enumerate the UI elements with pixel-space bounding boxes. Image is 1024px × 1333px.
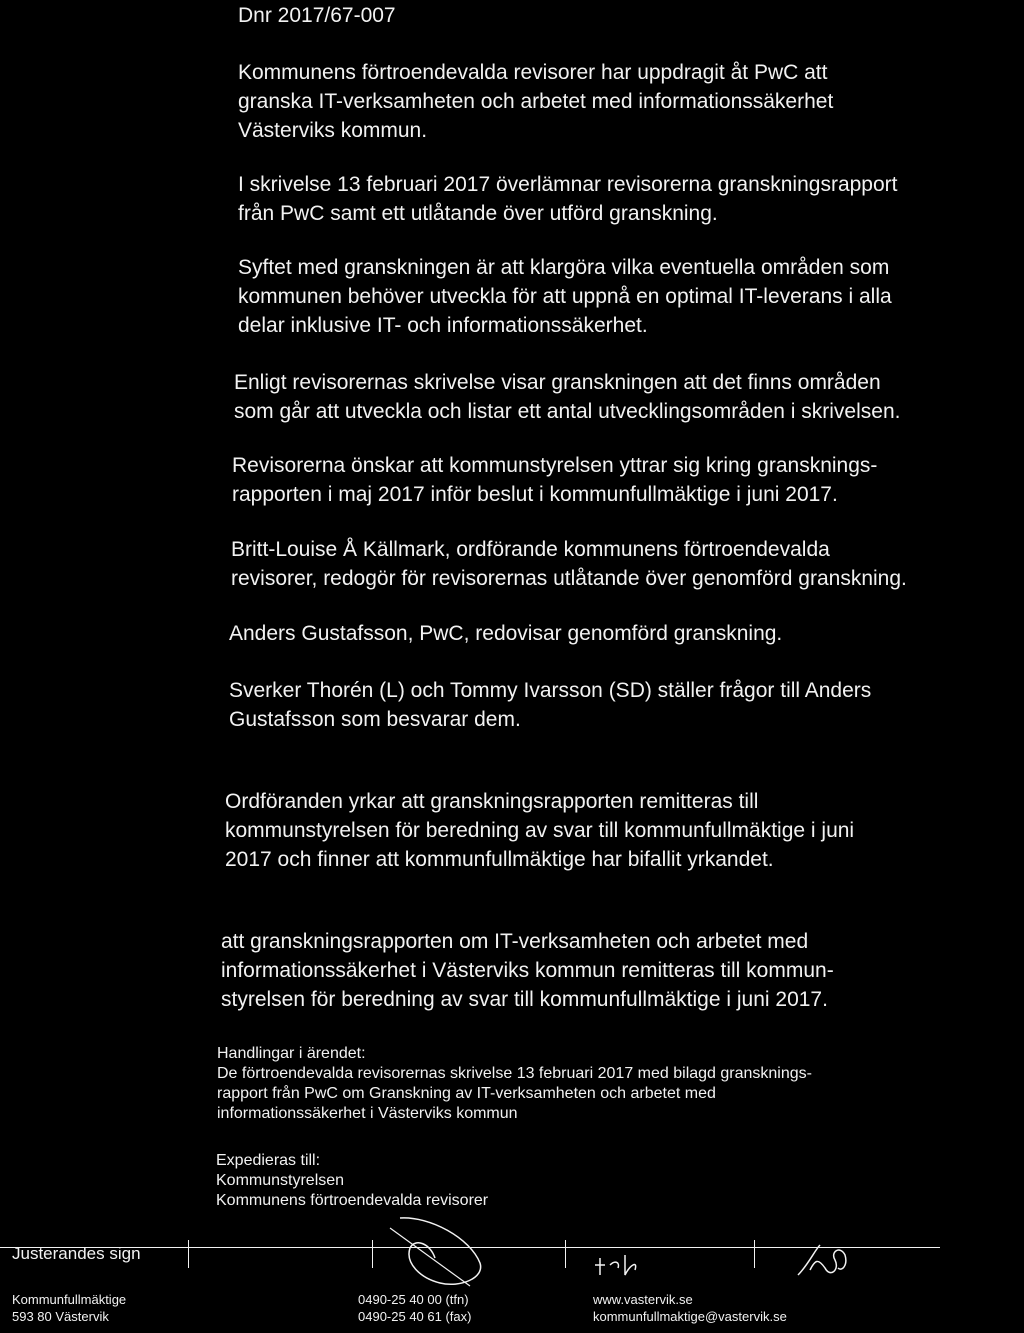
text-line: I skrivelse 13 februari 2017 överlämnar revisorerna granskningsrapport: [238, 173, 898, 196]
documents-line: rapport från PwC om Granskning av IT-verksamheten och arbetet med: [217, 1085, 716, 1102]
distribution-recipient: Kommunens förtroendevalda revisorer: [216, 1192, 489, 1209]
text-line: att granskningsrapporten om IT-verksamheten och arbetet med: [221, 930, 809, 953]
text-line: 2017 och finner att kommunfullmäktige har bifallit yrkandet.: [225, 848, 774, 871]
documents-heading: Handlingar i ärendet:: [217, 1045, 366, 1062]
proposal-paragraph: [225, 787, 854, 874]
signature-3: [790, 1240, 860, 1285]
text-line: Västerviks kommun.: [238, 119, 428, 142]
text-line: delar inklusive IT- och informationssäkerhet.: [238, 314, 648, 337]
text-line: Britt-Louise Å Källmark, ordförande kommunens förtroendevalda: [231, 538, 830, 561]
signature-2: [590, 1250, 660, 1280]
paragraph: [238, 170, 898, 228]
footer-divider: [565, 1240, 566, 1268]
footer-divider: [754, 1240, 755, 1268]
footer-divider: [372, 1240, 373, 1268]
text-line: som går att utveckla och listar ett antal utvecklingsområden i skrivelsen.: [234, 400, 901, 423]
documents-section: [217, 1044, 812, 1124]
email-link[interactable]: kommunfullmaktige@vastervik.se: [593, 1309, 787, 1324]
text-line: Revisorerna önskar att kommunstyrelsen yttrar sig kring gransknings-: [232, 454, 878, 477]
decision-paragraph: [221, 927, 834, 1014]
distribution-recipient: Kommunstyrelsen: [216, 1172, 345, 1189]
footer-phone: [358, 1291, 471, 1325]
text-line: Syftet med granskningen är att klargöra vilka eventuella områden som: [238, 256, 890, 279]
fax-line: 0490-25 40 61 (fax): [358, 1309, 472, 1324]
text-line: informationssäkerhet i Västerviks kommun remitteras till kommun-: [221, 959, 834, 982]
paragraph: [231, 535, 907, 593]
text-line: Sverker Thorén (L) och Tommy Ivarsson (SD) ställer frågor till Anders: [229, 679, 872, 702]
distribution-section: [216, 1151, 488, 1211]
text-line: Kommunens förtroendevalda revisorer har uppdragit åt PwC att: [238, 61, 828, 84]
documents-line: informationssäkerhet i Västerviks kommun: [217, 1105, 518, 1122]
documents-line: De förtroendevalda revisorernas skrivelse 13 februari 2017 med bilagd gransknings-: [217, 1065, 812, 1082]
text-line: styrelsen för beredning av svar till kommunfullmäktige i juni 2017.: [221, 988, 828, 1011]
paragraph: [238, 253, 892, 340]
paragraph: [232, 451, 877, 509]
text-line: Gustafsson som besvarar dem.: [229, 708, 521, 731]
text-line: rapporten i maj 2017 inför beslut i kommunfullmäktige i juni 2017.: [232, 483, 838, 506]
paragraph: [234, 368, 900, 426]
paragraph: [229, 676, 871, 734]
text-line: Anders Gustafsson, PwC, redovisar genomförd granskning.: [229, 622, 783, 645]
signature-1: [380, 1208, 500, 1298]
website-link[interactable]: www.vastervik.se: [593, 1292, 693, 1307]
text-line: kommunstyrelsen för beredning av svar till kommunfullmäktige i juni: [225, 819, 855, 842]
address-line: 593 80 Västervik: [12, 1309, 109, 1324]
paragraph: [238, 58, 833, 145]
text-line: Enligt revisorernas skrivelse visar granskningen att det finns områden: [234, 371, 881, 394]
text-line: kommunen behöver utveckla för att uppnå en optimal IT-leverans i alla: [238, 285, 892, 308]
phone-line: 0490-25 40 00 (tfn): [358, 1292, 469, 1307]
text-line: Ordföranden yrkar att granskningsrapporten remitteras till: [225, 790, 759, 813]
text-line: från PwC samt ett utlåtande över utförd granskning.: [238, 202, 718, 225]
paragraph: [229, 619, 782, 648]
footer-web: [593, 1291, 787, 1325]
case-number: Dnr 2017/67-007: [238, 4, 396, 27]
signature-label: Justerandes sign: [12, 1244, 141, 1263]
footer-address: [12, 1291, 126, 1325]
distribution-heading: Expedieras till:: [216, 1152, 321, 1169]
footer-divider: [188, 1240, 189, 1268]
address-line: Kommunfullmäktige: [12, 1292, 127, 1307]
text-line: revisorer, redogör för revisorernas utlåtande över genomförd granskning.: [231, 567, 907, 590]
text-line: granska IT-verksamheten och arbetet med informationssäkerhet: [238, 90, 834, 113]
